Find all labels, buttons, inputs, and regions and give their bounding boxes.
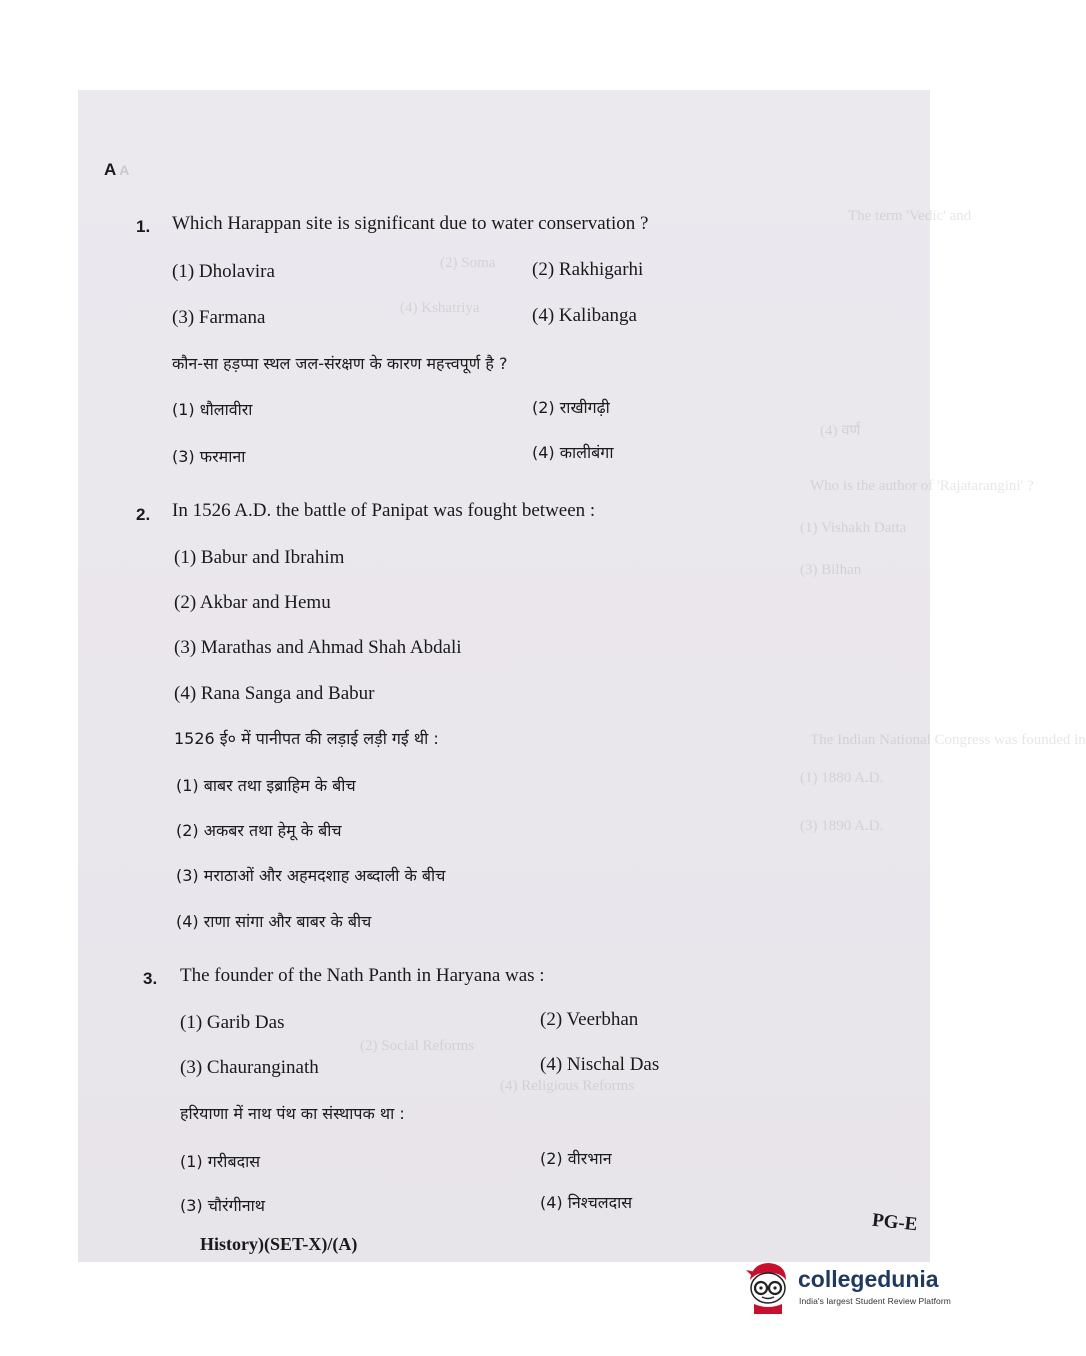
section-letter: A A bbox=[104, 160, 130, 179]
paper-code: History)(SET-X)/(A) bbox=[200, 1234, 358, 1254]
bleed-through-text: The Indian National Congress was founded in bbox=[810, 732, 1086, 748]
option: (1) धौलावीरा bbox=[172, 400, 253, 419]
option: (4) Kalibanga bbox=[532, 305, 637, 326]
option: (2) Rakhigarhi bbox=[532, 259, 644, 280]
bleed-through-text: (4) Kshatriya bbox=[400, 300, 480, 316]
option: (1) बाबर तथा इब्राहिम के बीच bbox=[176, 776, 356, 795]
question-number: 3. bbox=[143, 969, 158, 988]
option: (3) मराठाओं और अहमदशाह अब्दाली के बीच bbox=[176, 866, 446, 885]
bleed-through-text: (2) Soma bbox=[440, 255, 496, 271]
question-text-en: In 1526 A.D. the battle of Panipat was fought between : bbox=[172, 500, 596, 521]
bleed-through-text: (2) Social Reforms bbox=[360, 1038, 475, 1054]
question-number: 1. bbox=[136, 217, 151, 236]
question-text-hi: हरियाणा में नाथ पंथ का संस्थापक था : bbox=[180, 1104, 405, 1123]
option: (4) राणा सांगा और बाबर के बीच bbox=[176, 912, 372, 931]
option: (2) Veerbhan bbox=[540, 1009, 639, 1030]
option: (3) Marathas and Ahmad Shah Abdali bbox=[174, 637, 462, 658]
option: (1) Garib Das bbox=[180, 1012, 285, 1033]
option: (2) Akbar and Hemu bbox=[174, 592, 331, 613]
option: (3) Chauranginath bbox=[180, 1057, 319, 1078]
bleed-through-text: (3) 1890 A.D. bbox=[800, 818, 884, 834]
option: (4) निश्चलदास bbox=[540, 1193, 633, 1212]
bleed-through-text: Who is the author of 'Rajatarangini' ? bbox=[810, 478, 1034, 494]
option: (3) चौरंगीनाथ bbox=[180, 1196, 265, 1215]
question-text-en: The founder of the Nath Panth in Haryana was : bbox=[180, 965, 545, 986]
option: (4) Nischal Das bbox=[540, 1054, 660, 1075]
bleed-through-text: The term 'Vedic' and bbox=[848, 208, 972, 224]
bleed-through-text: (1) 1880 A.D. bbox=[800, 770, 884, 786]
option: (1) गरीबदास bbox=[180, 1152, 261, 1171]
option: (2) राखीगढ़ी bbox=[532, 398, 610, 417]
option: (1) Babur and Ibrahim bbox=[174, 547, 345, 568]
option: (1) Dholavira bbox=[172, 261, 275, 282]
brand-tagline: India's largest Student Review Platform bbox=[799, 1296, 951, 1306]
question-number: 2. bbox=[136, 505, 151, 524]
page-tag: PG-E bbox=[871, 1209, 919, 1236]
bleed-through-text: (4) वर्ण bbox=[820, 423, 861, 439]
question-text-hi: कौन-सा हड़प्पा स्थल जल-संरक्षण के कारण महत्त्वपूर्ण है ? bbox=[172, 354, 508, 373]
question-text-en: Which Harappan site is significant due to water conservation ? bbox=[172, 213, 649, 234]
option: (2) अकबर तथा हेमू के बीच bbox=[176, 821, 342, 840]
brand-name: collegedunia bbox=[798, 1266, 939, 1292]
option: (3) फरमाना bbox=[172, 447, 246, 466]
question-text-hi: 1526 ई० में पानीपत की लड़ाई लड़ी गई थी : bbox=[174, 729, 439, 748]
option: (4) कालीबंगा bbox=[532, 443, 614, 462]
bleed-through-text: (4) Religious Reforms bbox=[500, 1078, 635, 1094]
option: (3) Farmana bbox=[172, 307, 266, 328]
option: (2) वीरभान bbox=[540, 1149, 612, 1168]
option: (4) Rana Sanga and Babur bbox=[174, 683, 375, 704]
mascot-icon bbox=[742, 1258, 794, 1316]
bleed-through-text: (1) Vishakh Datta bbox=[800, 520, 907, 536]
collegedunia-watermark bbox=[742, 1258, 972, 1316]
bleed-through-text: (3) Bilhan bbox=[800, 562, 862, 578]
